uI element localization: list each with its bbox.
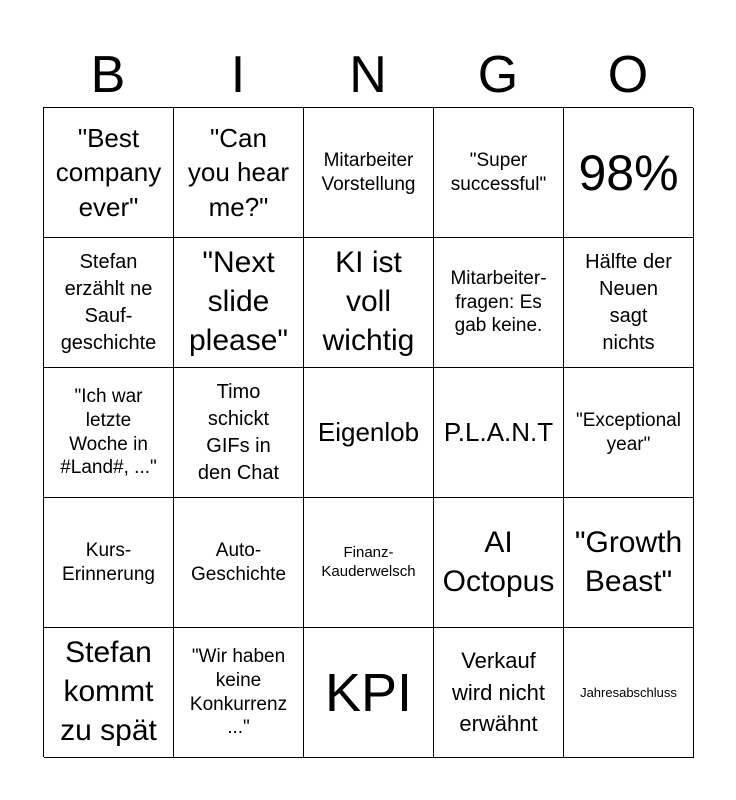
bingo-cell-r4-c1[interactable] xyxy=(44,498,174,628)
cell-text: Hälfte der Neuen sagt nichts xyxy=(585,250,672,354)
bingo-cell-r4-c4[interactable] xyxy=(434,498,564,628)
bingo-cell-r1-c4[interactable] xyxy=(434,108,564,238)
bingo-cell-r5-c4[interactable] xyxy=(434,628,564,758)
bingo-cell-r5-c5[interactable] xyxy=(564,628,694,758)
bingo-cell-r1-c3[interactable] xyxy=(304,108,434,238)
cell-text: "Next slide please" xyxy=(188,246,289,357)
bingo-cell-r3-c5[interactable] xyxy=(564,368,694,498)
cell-text: Mitarbeiter- fragen: Es gab keine. xyxy=(450,267,547,337)
bingo-cell-r1-c5[interactable] xyxy=(564,108,694,238)
bingo-cell-r5-c1[interactable] xyxy=(44,628,174,758)
cell-text: Stefan kommt zu spät xyxy=(60,636,157,747)
cell-text: Auto- Geschichte xyxy=(190,539,287,585)
cell-text: "Growth Beast" xyxy=(574,525,683,598)
cell-text: "Exceptional year" xyxy=(576,409,681,455)
bingo-cell-r2-c4[interactable] xyxy=(434,238,564,368)
cell-text: P.L.A.N.T xyxy=(443,417,554,448)
cell-text: "Super successful" xyxy=(450,149,547,195)
cell-text: Timo schickt GIFs in den Chat xyxy=(197,380,280,484)
bingo-cell-r3-c3[interactable] xyxy=(304,368,434,498)
bingo-cell-r3-c1[interactable] xyxy=(44,368,174,498)
bingo-cell-r1-c2[interactable] xyxy=(174,108,304,238)
cell-text: 98% xyxy=(578,144,679,201)
bingo-cell-r4-c5[interactable] xyxy=(564,498,694,628)
cell-text: "Can you hear me?" xyxy=(187,123,290,222)
bingo-cell-r3-c4[interactable] xyxy=(434,368,564,498)
cell-text: Kurs- Erinnerung xyxy=(62,539,155,585)
header-letter-g: G xyxy=(477,46,519,104)
cell-text: "Ich war letzte Woche in #Land#, ..." xyxy=(60,386,157,479)
bingo-cell-r2-c5[interactable] xyxy=(564,238,694,368)
cell-text: "Best company ever" xyxy=(55,123,162,222)
header-letter-n: N xyxy=(349,46,387,104)
bingo-cell-r2-c3[interactable] xyxy=(304,238,434,368)
bingo-cell-r5-c2[interactable] xyxy=(174,628,304,758)
cell-text: Jahresabschluss xyxy=(580,684,677,700)
bingo-cell-r1-c1[interactable] xyxy=(44,108,174,238)
bingo-cell-r3-c2[interactable] xyxy=(174,368,304,498)
cell-text: Eigenlob xyxy=(317,417,420,448)
bingo-cell-r2-c2[interactable] xyxy=(174,238,304,368)
cell-text: "Wir haben keine Konkurrenz ..." xyxy=(189,646,288,739)
bingo-board xyxy=(43,107,693,757)
bingo-header xyxy=(43,45,693,105)
cell-text: AI Octopus xyxy=(442,525,555,598)
cell-text: KPI xyxy=(324,662,413,723)
cell-text: Verkauf wird nicht erwähnt xyxy=(452,647,545,737)
bingo-cell-r4-c2[interactable] xyxy=(174,498,304,628)
bingo-cell-r4-c3[interactable] xyxy=(304,498,434,628)
cell-text: Finanz- Kauderwelsch xyxy=(321,543,416,580)
cell-text: Stefan erzählt ne Sauf- geschichte xyxy=(60,250,157,354)
cell-text: KI ist voll wichtig xyxy=(322,246,415,357)
cell-text: Mitarbeiter Vorstellung xyxy=(321,149,416,195)
header-letter-o: O xyxy=(607,46,649,104)
header-letter-b: B xyxy=(90,46,126,104)
header-letter-i: I xyxy=(230,46,246,104)
bingo-cell-r2-c1[interactable] xyxy=(44,238,174,368)
bingo-cell-r5-c3[interactable] xyxy=(304,628,434,758)
